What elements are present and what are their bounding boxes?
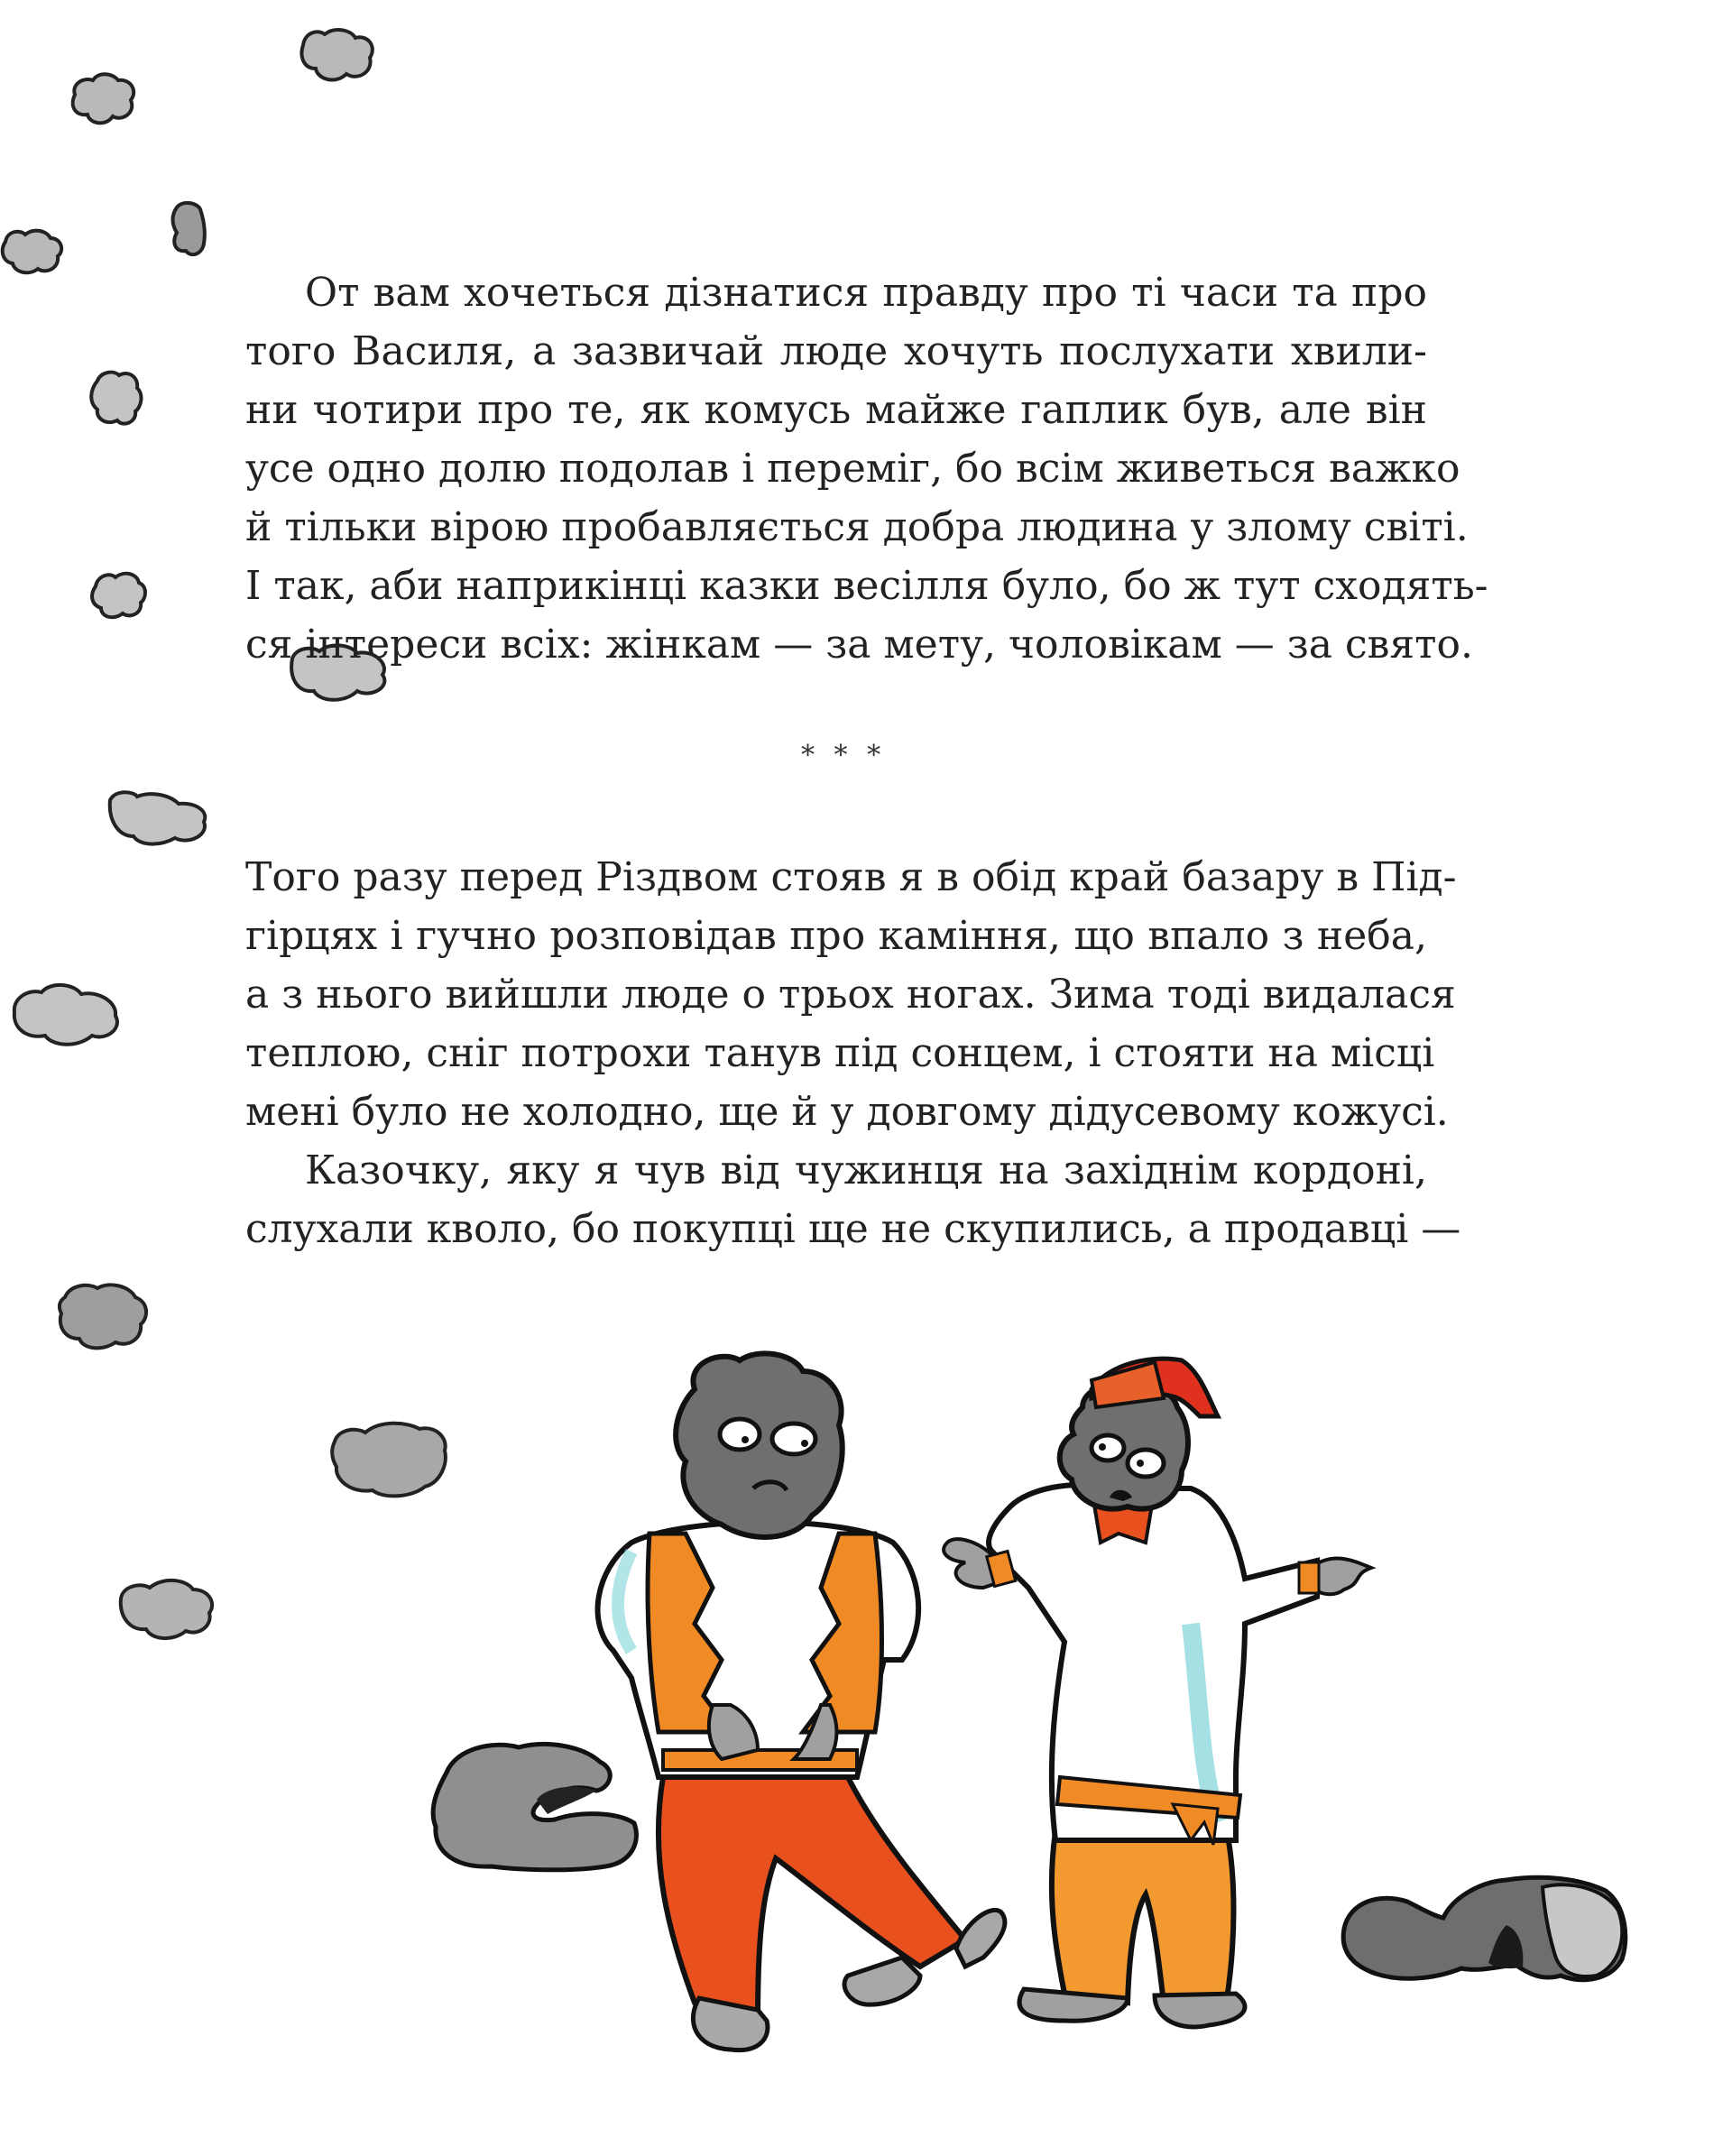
asterisks: * * * xyxy=(801,740,887,771)
stone-icon xyxy=(115,1570,216,1642)
stone-icon xyxy=(2,224,65,278)
stone-icon xyxy=(90,568,148,621)
stone-icon xyxy=(9,976,124,1048)
text-line: а з нього вийшли люде о трьох ногах. Зима тоді видалася xyxy=(245,972,1456,1018)
stone-icon xyxy=(329,1414,450,1501)
text-line: ни чотири про те, як комусь майже гаплик був, але він xyxy=(245,387,1427,433)
paragraph-3 xyxy=(245,1141,1461,1258)
text-line: й тільки вірою пробавляється добра людина у злому світі. xyxy=(245,504,1469,550)
text-line: І так, аби наприкінці казки весілля було, бо ж тут сходять- xyxy=(245,563,1488,609)
stone-icon xyxy=(298,25,379,88)
text-line: слухали кволо, бо покупці ще не скупились, а продавці — xyxy=(245,1206,1461,1252)
stone-icon xyxy=(170,200,209,260)
text-line: того Василя, а зазвичай люде хочуть послухати хвили- xyxy=(245,328,1427,374)
text-line: Казочку, яку я чув від чужинця на західнім кордоні, xyxy=(305,1147,1427,1193)
paragraph-1 xyxy=(245,263,1488,674)
text-line: От вам хочеться дізнатися правду про ті часи та про xyxy=(305,270,1427,316)
text-line: Того разу перед Різдвом стояв я в обід край базару в Під- xyxy=(245,854,1457,900)
text-line: ся інтереси всіх: жінкам — за мету, чоловікам — за свято. xyxy=(245,622,1473,668)
stone-icon xyxy=(106,780,210,848)
text-line: усе одно долю подолав і переміг, бо всім живеться важко xyxy=(245,446,1460,492)
text-line: теплою, сніг потрохи танув під сонцем, і стояти на місці xyxy=(245,1030,1435,1076)
paragraph-2 xyxy=(245,848,1457,1141)
text-line: мені було не холодно, ще й у довгому дідусевому кожусі. xyxy=(245,1089,1449,1135)
stone-icon xyxy=(88,368,144,428)
stone-icon xyxy=(58,1279,150,1351)
stone-character-right xyxy=(974,1353,1479,2057)
stone-icon xyxy=(68,68,140,131)
text-line: гірцях і гучно розповідав про каміння, що впало з неба, xyxy=(245,913,1427,959)
